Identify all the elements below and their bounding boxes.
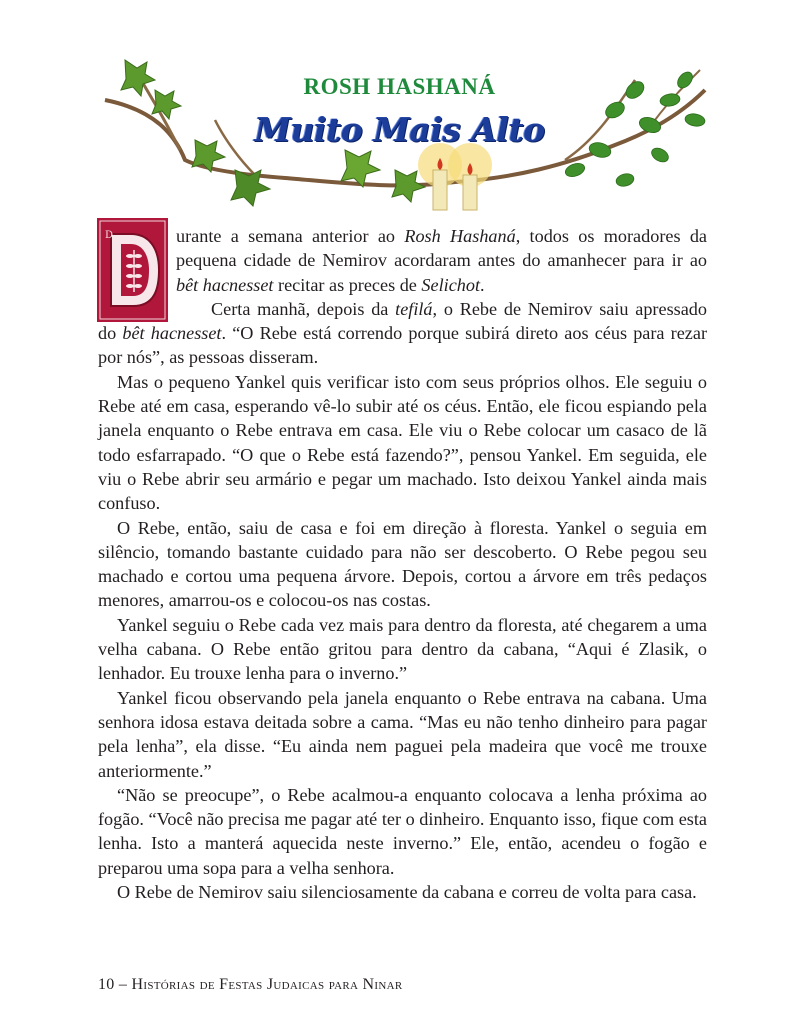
paragraph-7: “Não se preocupe”, o Rebe acalmou-a enquanto colocava a lenha próxima ao fogão. “Você não precisa me pagar até ter o dinheiro. Enquanto isso, fique com esta lenha. Isto a manterá aquecida neste inverno.” Ele, então, acendeu o fogão e preparou uma sopa para a velha senhora. [98, 784, 707, 878]
paragraph-4: O Rebe, então, saiu de casa e foi em direção à floresta. Yankel o seguia em silêncio, tomando bastante cuidado para não ser descoberto. O Rebe pegou seu machado e cortou uma pequena árvore. Depois, cortou a árvore em três pedaços menores, amarrou-os e colocou-os nas costas. [98, 517, 707, 611]
section-label: ROSH HASHANÁ [303, 74, 496, 99]
paragraph-2: Certa manhã, depois da tefilá, o Rebe de Nemirov saiu apressado do bêt hacnesset. “O Rebe está correndo porque subirá direto aos céus para rezar por nós”, as pessoas disseram. [98, 298, 708, 368]
paragraph-3: Mas o pequeno Yankel quis verificar isto com seus próprios olhos. Ele seguiu o Rebe até em casa, esperando vê-lo subir até os céus. Então, ele ficou espiando pela janela enquanto o Rebe entrava em casa. Ele viu o Rebe colocar um casaco de lã todo esfarrapado. “O que o Rebe está fazendo?”, pensou Yankel. Em seguida, ele viu o Rebe abrir seu armário e pegar um machado. Isto deixou Yankel ainda mais confuso. [98, 371, 707, 514]
svg-text:D: D [105, 230, 114, 241]
page-header [0, 0, 799, 225]
story-body [98, 224, 708, 904]
paragraph-8: O Rebe de Nemirov saiu silenciosamente da cabana e correu de volta para casa. [117, 882, 697, 903]
book-title: – Histórias de Festas Judaicas para Ninar [118, 976, 403, 993]
paragraph-1: urante a semana anterior ao Rosh Hashaná, todos os moradores da pequena cidade de Nemirov acordaram antes do amanhecer para ir ao bêt hacnesset recitar as preces de Selichot. [176, 226, 708, 295]
paragraph-5: Yankel seguiu o Rebe cada vez mais para dentro da floresta, até chegarem a uma velha cabana. O Rebe então gritou para dentro da cabana, “Aqui é Zlasik, o lenhador. Eu trouxe lenha para o inverno.” [98, 614, 707, 684]
paragraph-6: Yankel ficou observando pela janela enquanto o Rebe entrava na cabana. Uma senhora idosa estava deitada sobre a cama. “Mas eu não tenho dinheiro para pagar pela lenha”, ela disse. “Eu ainda nem paguei pela madeira que você me trouxe anteriormente.” [98, 687, 707, 781]
page-number: 10 [98, 976, 115, 993]
story-title: Muito Mais Alto [254, 110, 545, 149]
page-footer [98, 976, 402, 994]
